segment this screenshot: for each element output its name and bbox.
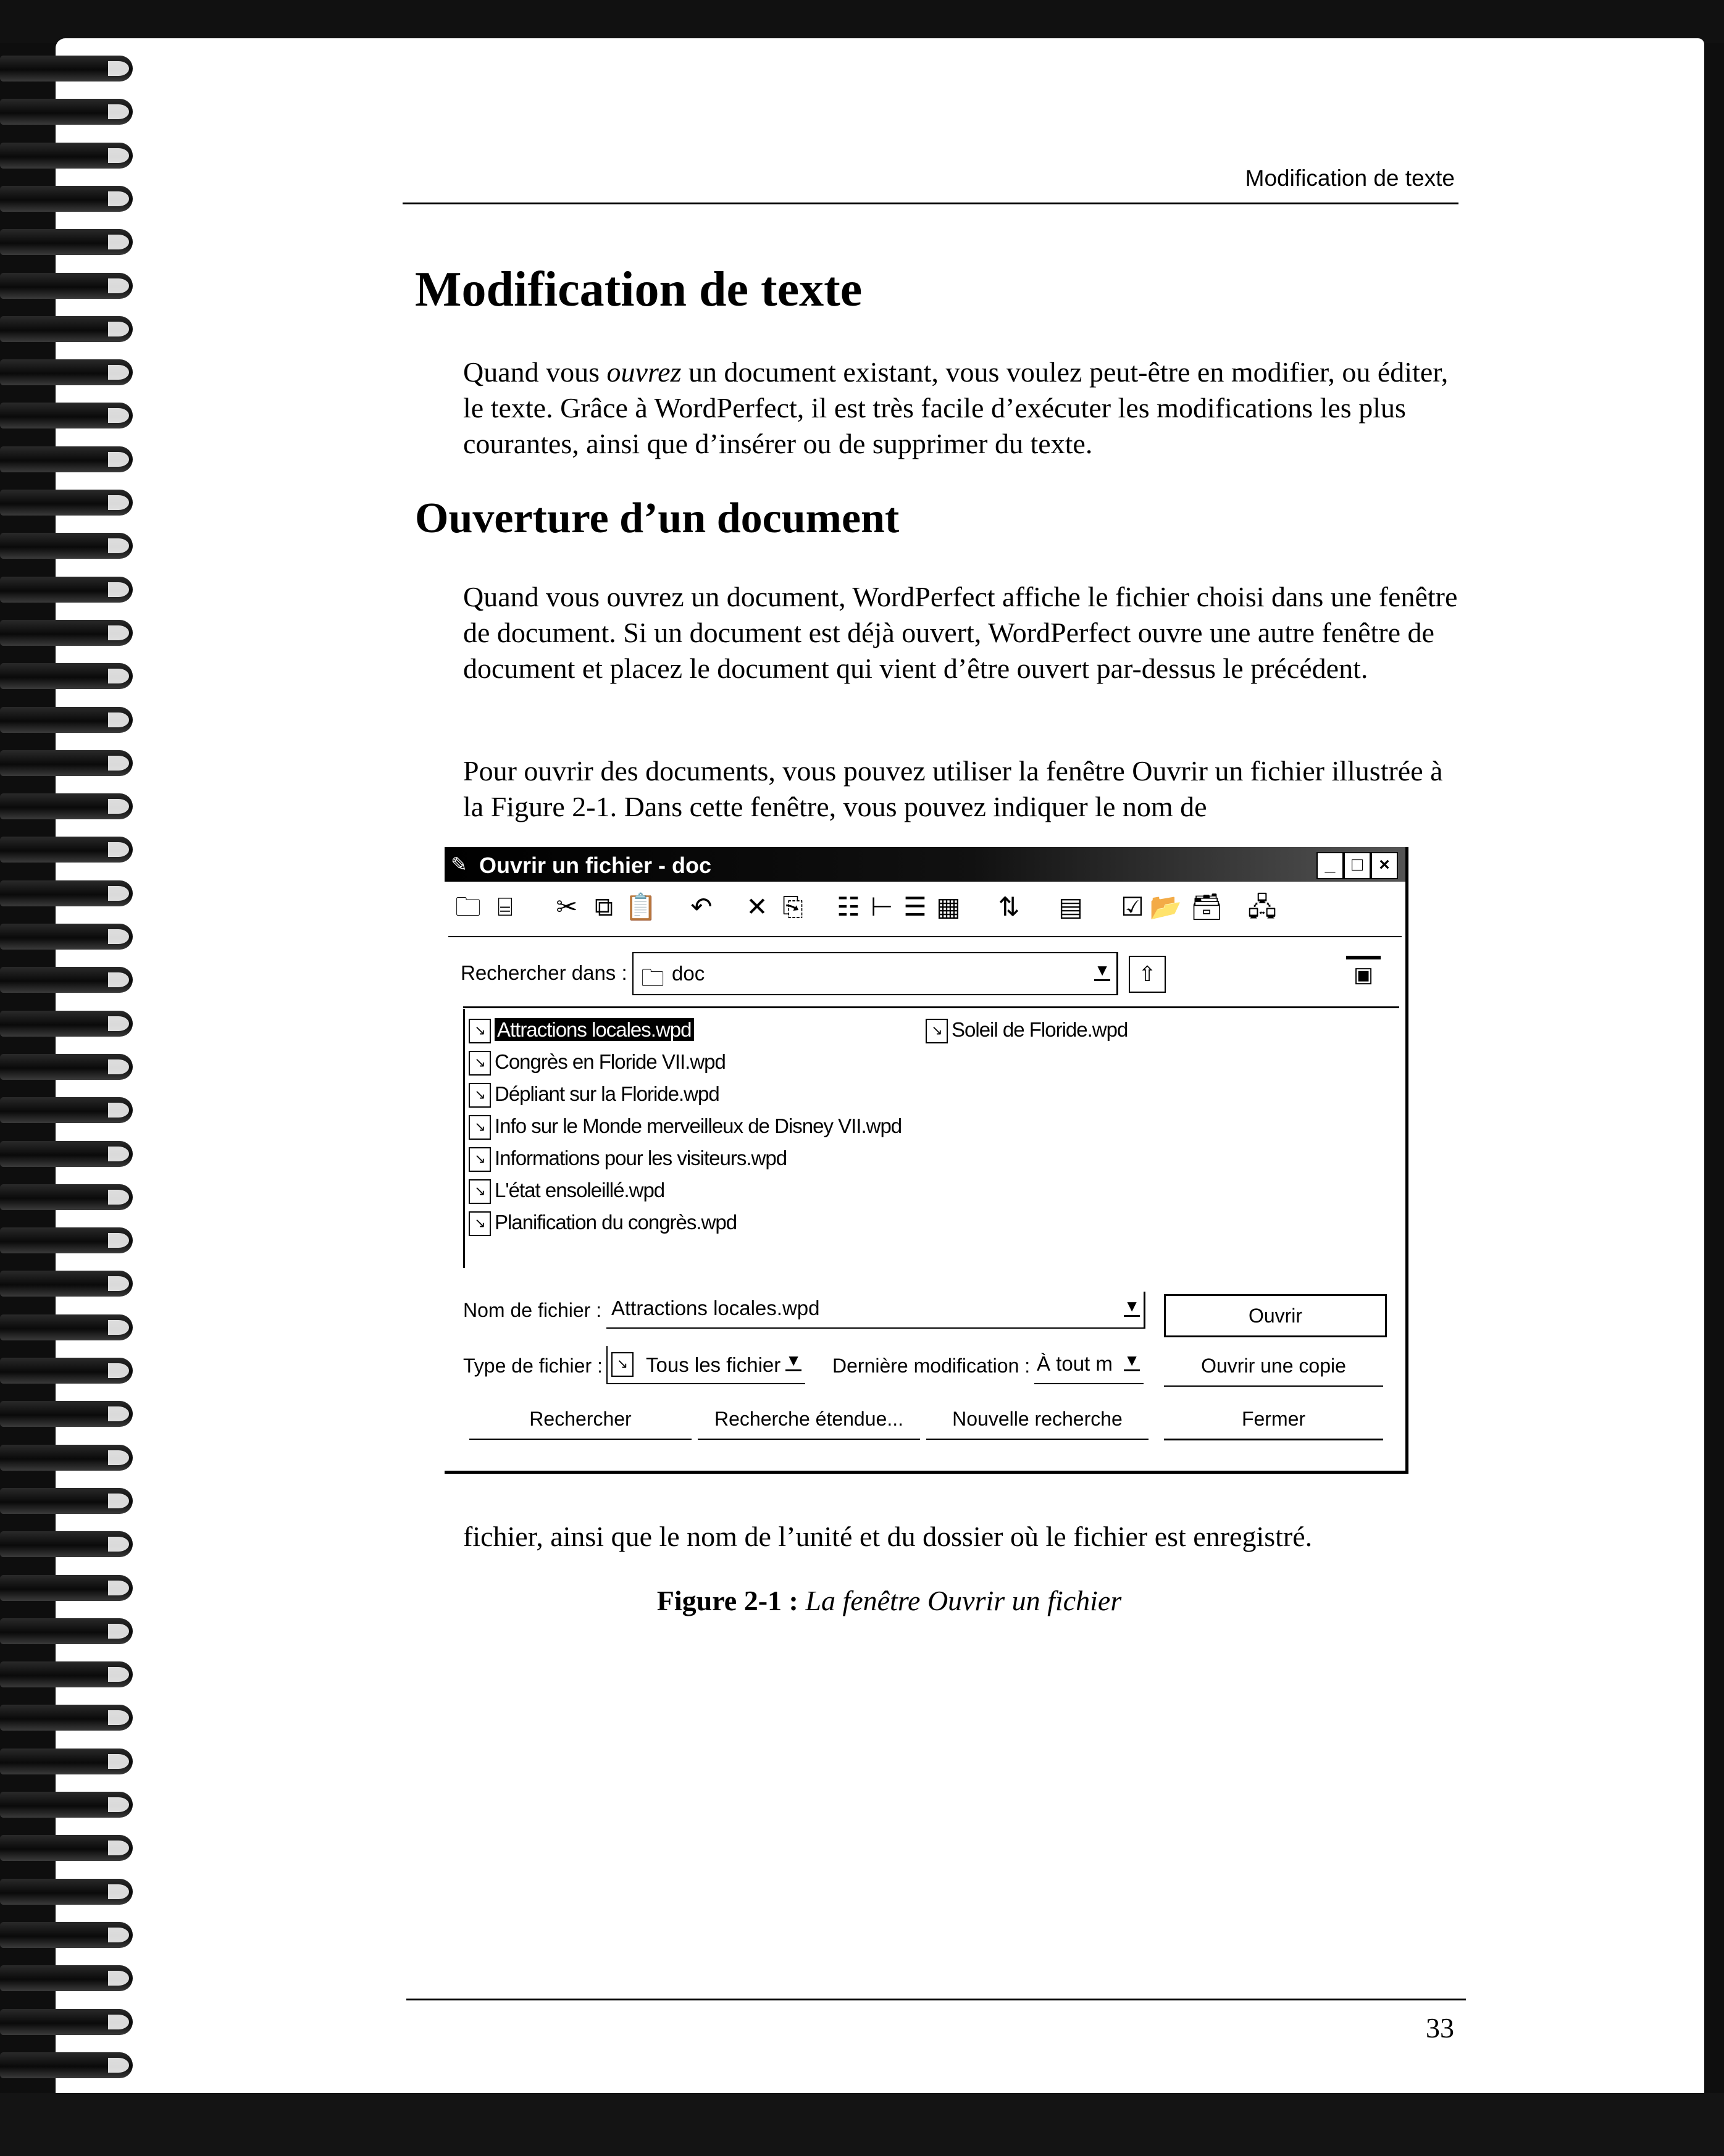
- binding-ring: [0, 1531, 133, 1557]
- new-folder-icon[interactable]: 🗀: [454, 892, 481, 921]
- close-window-button[interactable]: ×: [1371, 852, 1398, 879]
- binding-ring: [0, 1227, 133, 1253]
- binding-ring: [0, 577, 133, 603]
- binding-ring: [0, 1097, 133, 1123]
- close-button[interactable]: Fermer: [1164, 1399, 1383, 1440]
- chevron-down-icon[interactable]: ▼: [785, 1351, 801, 1371]
- binding-ring: [0, 1271, 133, 1297]
- wpd-file-icon: ↘: [926, 1019, 948, 1043]
- binding-ring: [0, 1488, 133, 1514]
- binding-ring: [0, 1445, 133, 1471]
- toolbox-icon[interactable]: 🗃: [1190, 892, 1223, 921]
- binding-ring: [0, 1922, 133, 1948]
- binding-ring: [0, 186, 133, 212]
- details-icon[interactable]: ☰: [903, 892, 927, 921]
- rename-icon[interactable]: ⌸: [497, 892, 513, 921]
- chevron-down-icon[interactable]: ▼: [1124, 1297, 1140, 1317]
- after-figure-paragraph: fichier, ainsi que le nom de l’unité et du dossier où le fichier est enregistré.: [463, 1521, 1313, 1552]
- file-name: Dépliant sur la Floride.wpd: [495, 1082, 719, 1105]
- binding-ring: [0, 1314, 133, 1340]
- wpd-file-icon: ↘: [469, 1051, 491, 1076]
- look-in-value: doc: [672, 962, 705, 985]
- binding-ring: [0, 1358, 133, 1384]
- binding-ring: [0, 1965, 133, 1991]
- binding-ring: [0, 2052, 133, 2078]
- dialog-title: Ouvrir un fichier - doc: [479, 853, 712, 878]
- book-page: [56, 38, 1704, 2100]
- file-name: Info sur le Monde merveilleux de Disney VII.wpd: [495, 1114, 902, 1137]
- binding-ring: [0, 1749, 133, 1774]
- dialog-titlebar[interactable]: [445, 847, 1405, 882]
- file-name: Congrès en Floride VII.wpd: [495, 1050, 726, 1073]
- properties-icon[interactable]: ⎘: [782, 892, 803, 921]
- look-in-dropdown[interactable]: [632, 952, 1118, 995]
- chevron-down-icon[interactable]: ▼: [1124, 1351, 1140, 1371]
- intro-paragraph: [463, 354, 1463, 462]
- open-copy-button[interactable]: Ouvrir une copie: [1164, 1346, 1383, 1387]
- wordperfect-pen-icon: ✎: [451, 853, 467, 875]
- file-item-attractions[interactable]: [469, 1015, 694, 1045]
- delete-icon[interactable]: ✕: [746, 892, 768, 921]
- filetype-label: Type de fichier :: [463, 1355, 603, 1377]
- file-item-disney[interactable]: [469, 1111, 902, 1141]
- sort-icon[interactable]: ⇅: [998, 892, 1020, 921]
- paste-icon[interactable]: 📋: [624, 892, 658, 921]
- checkbox-icon[interactable]: ☑: [1121, 892, 1144, 921]
- binding-ring: [0, 490, 133, 516]
- binding-ring: [0, 403, 133, 428]
- file-item-congres[interactable]: [469, 1047, 726, 1077]
- undo-icon[interactable]: ↶: [690, 892, 713, 921]
- binding-ring: [0, 143, 133, 169]
- section-paragraph-2: Pour ouvrir des documents, vous pouvez utiliser la fenêtre Ouvrir un fichier illustrée à la Figure 2-1. Dans cette fenêtre, vous pouvez indiquer le nom de: [463, 755, 1443, 822]
- file-name: Planification du congrès.wpd: [495, 1211, 737, 1234]
- filetype-dropdown[interactable]: [606, 1346, 805, 1384]
- file-type-icon: ↘: [611, 1352, 634, 1377]
- running-header: Modification de texte: [1245, 165, 1455, 191]
- wpd-file-icon: ↘: [469, 1115, 491, 1140]
- file-list: [463, 1009, 1401, 1268]
- file-name: Soleil de Floride.wpd: [952, 1018, 1128, 1041]
- folder-icon: 🗀: [641, 966, 665, 992]
- binding-ring: [0, 793, 133, 819]
- document-icon[interactable]: ▤: [1058, 892, 1083, 921]
- file-name: Informations pour les visiteurs.wpd: [495, 1147, 787, 1169]
- intro-after: un document existant, vous voulez peut-être en modifier, ou éditer, le texte. Grâce à WordPerfect, il est très facile d’exécuter les modifications les plus courantes, ainsi que d’insérer ou de supprimer du texte.: [463, 356, 1449, 459]
- filetype-value: Tous les fichier: [646, 1353, 781, 1376]
- modified-value: À tout m: [1037, 1352, 1113, 1375]
- figure-label: Figure 2-1 :: [656, 1585, 798, 1616]
- header-rule: [403, 203, 1458, 204]
- spiral-binding: [0, 43, 161, 2099]
- look-in-label: Rechercher dans :: [461, 961, 627, 984]
- dialog-toolbar: [451, 890, 1396, 924]
- file-item-soleil[interactable]: [926, 1015, 1128, 1045]
- list-icon[interactable]: ☷: [837, 892, 860, 921]
- binding-ring: [0, 1141, 133, 1167]
- binding-ring: [0, 837, 133, 863]
- advanced-search-button[interactable]: Recherche étendue...: [698, 1399, 920, 1440]
- binding-ring: [0, 359, 133, 385]
- open-button[interactable]: Ouvrir: [1164, 1294, 1387, 1337]
- filename-label: Nom de fichier :: [463, 1299, 602, 1321]
- figure-caption-text: La fenêtre Ouvrir un fichier: [805, 1585, 1122, 1616]
- search-button[interactable]: Rechercher: [469, 1399, 692, 1440]
- binding-ring: [0, 1661, 133, 1687]
- binding-ring: [0, 1575, 133, 1601]
- maximize-button[interactable]: □: [1344, 852, 1371, 879]
- binding-ring: [0, 533, 133, 559]
- toolbar-separator: [448, 936, 1402, 937]
- section-title: Ouverture d’un document: [415, 495, 900, 542]
- binding-ring: [0, 750, 133, 776]
- section-paragraph-1: Quand vous ouvrez un document, WordPerfect affiche le fichier choisi dans une fenêtre de document. Si un document est déjà ouvert, WordPerfect ouvre une autre fenêtre de document et placez le document qui vient d’être ouvert par-dessus le précédent.: [463, 581, 1458, 684]
- figure-caption: [426, 1584, 1352, 1617]
- binding-ring: [0, 446, 133, 472]
- file-name: Attractions locales.wpd: [495, 1018, 694, 1041]
- filename-input[interactable]: [606, 1292, 1145, 1329]
- filename-value: Attractions locales.wpd: [611, 1297, 820, 1319]
- binding-ring: [0, 1792, 133, 1818]
- binding-ring: [0, 1835, 133, 1861]
- binding-ring: [0, 967, 133, 993]
- new-search-button[interactable]: Nouvelle recherche: [926, 1399, 1149, 1440]
- file-list-top-border: [463, 1006, 1399, 1008]
- network-icon[interactable]: 🖧: [1247, 892, 1277, 921]
- binding-ring: [0, 620, 133, 646]
- open-file-dialog: [445, 847, 1408, 1474]
- binding-ring: [0, 880, 133, 906]
- chevron-down-icon[interactable]: ▼: [1094, 961, 1110, 981]
- wpd-file-icon: ↘: [469, 1083, 491, 1108]
- binding-ring: [0, 1054, 133, 1080]
- modified-dropdown[interactable]: [1034, 1346, 1144, 1384]
- binding-ring: [0, 229, 133, 255]
- binding-ring: [0, 1011, 133, 1037]
- binding-ring: [0, 316, 133, 342]
- binding-ring: [0, 663, 133, 689]
- tree-icon[interactable]: ⊢: [870, 892, 893, 921]
- binding-ring: [0, 2009, 133, 2035]
- file-item-planification[interactable]: [469, 1208, 737, 1237]
- page-number: 33: [1426, 2012, 1454, 2044]
- wpd-file-icon: ↘: [469, 1019, 491, 1043]
- copy-icon[interactable]: ⧉: [595, 892, 613, 921]
- intro-emphasis: ouvrez: [606, 356, 682, 388]
- binding-ring: [0, 1879, 133, 1905]
- binding-ring: [0, 1705, 133, 1731]
- binding-ring: [0, 707, 133, 733]
- binding-ring: [0, 1401, 133, 1427]
- binding-ring: [0, 1618, 133, 1644]
- cut-icon[interactable]: ✂: [556, 892, 578, 921]
- intro-before: Quand vous: [463, 356, 607, 388]
- footer-rule: [406, 1999, 1466, 2000]
- binding-ring: [0, 924, 133, 950]
- wpd-file-icon: ↘: [469, 1147, 491, 1172]
- binding-ring: [0, 99, 133, 125]
- binding-ring: [0, 1184, 133, 1210]
- preview-icon[interactable]: ▣: [1346, 956, 1381, 994]
- binding-ring: [0, 273, 133, 299]
- scan-top-edge: [0, 0, 1724, 43]
- file-item-etat[interactable]: [469, 1176, 664, 1205]
- up-folder-icon[interactable]: ⇧: [1129, 956, 1166, 993]
- file-name: L'état ensoleillé.wpd: [495, 1179, 665, 1201]
- binding-ring: [0, 56, 133, 81]
- open-folder-icon[interactable]: 📂: [1149, 892, 1182, 921]
- grid-icon[interactable]: ▦: [936, 892, 961, 921]
- page-title: Modification de texte: [415, 262, 863, 317]
- scan-bottom-edge: [0, 2093, 1724, 2156]
- file-item-informations[interactable]: [469, 1143, 787, 1173]
- modified-label: Dernière modification :: [832, 1355, 1031, 1377]
- minimize-button[interactable]: _: [1316, 852, 1344, 879]
- wpd-file-icon: ↘: [469, 1211, 491, 1236]
- wpd-file-icon: ↘: [469, 1179, 491, 1204]
- file-item-depliant[interactable]: [469, 1079, 719, 1109]
